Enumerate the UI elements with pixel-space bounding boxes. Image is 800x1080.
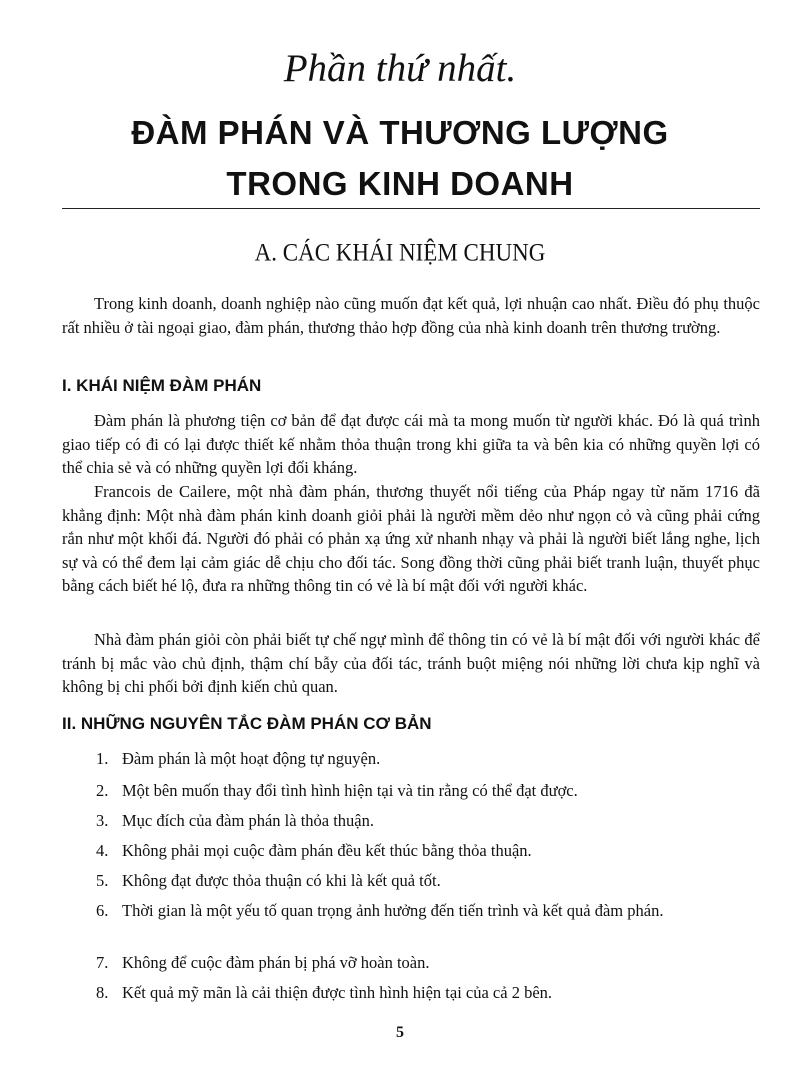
section-1-paragraph-2: Francois de Cailere, một nhà đàm phán, thương thuyết nổi tiếng của Pháp ngay từ năm 1716 đã khẳng định: Một nhà đàm phán kinh doanh giỏi phải là người mềm dẻo như ngọn cỏ và cũng phải cứng rắn như một khối đá. Người đó phải có phản xạ ứng xử nhanh nhạy và phải là người biết lắng nghe, lịch sự và có thể đem lại cảm giác dễ chịu cho đối tác. Song đồng thời cũng phải biết tranh luận, thuyết phục bằng cách biết hé lộ, đưa ra những thông tin có vẻ là bí mật đối với người khác. xyxy=(62,482,760,595)
list-item-text: Đàm phán là một hoạt động tự nguyện. xyxy=(122,749,381,768)
chapter-title-line-2: TRONG KINH DOANH xyxy=(226,165,574,202)
list-item xyxy=(62,951,760,981)
list-item xyxy=(62,779,760,809)
list-item xyxy=(62,899,760,951)
list-item xyxy=(62,869,760,899)
list-item-text: Một bên muốn thay đổi tình hình hiện tại và tin rằng có thể đạt được. xyxy=(122,781,578,800)
chapter-title-line-1: ĐÀM PHÁN VÀ THƯƠNG LƯỢNG xyxy=(131,114,669,151)
section-a-title: A. CÁC KHÁI NIỆM CHUNG xyxy=(254,238,546,266)
section-1-heading: I. KHÁI NIỆM ĐÀM PHÁN xyxy=(62,376,262,395)
list-item xyxy=(62,809,760,839)
part-label: Phần thứ nhất. xyxy=(283,47,517,90)
list-item xyxy=(62,981,760,1011)
list-item-number: 7. xyxy=(96,953,109,972)
list-item-text: Không để cuộc đàm phán bị phá vỡ hoàn toàn. xyxy=(122,953,430,972)
list-item-number: 3. xyxy=(96,811,109,830)
list-item-number: 2. xyxy=(96,781,109,800)
section-2-heading: II. NHỮNG NGUYÊN TẮC ĐÀM PHÁN CƠ BẢN xyxy=(62,714,432,733)
principles-list xyxy=(62,747,760,1011)
title-divider xyxy=(62,208,760,209)
list-item-text: Không phải mọi cuộc đàm phán đều kết thúc bằng thỏa thuận. xyxy=(122,841,532,860)
list-item xyxy=(62,747,760,779)
list-item-text: Thời gian là một yếu tố quan trọng ảnh hưởng đến tiến trình và kết quả đàm phán. xyxy=(122,901,664,920)
page-number: 5 xyxy=(396,1024,404,1041)
section-1-paragraph-3: Nhà đàm phán giỏi còn phải biết tự chế ngự mình để thông tin có vẻ là bí mật đối với người khác để tránh bị mắc vào chủ định, thậm chí bẫy của đối tác, tránh buột miệng nói những lời chưa kịp nghĩ và không bị chi phối bởi định kiến chủ quan. xyxy=(62,630,760,696)
list-item-number: 1. xyxy=(96,749,109,768)
list-item-number: 5. xyxy=(96,871,109,890)
intro-paragraph: Trong kinh doanh, doanh nghiệp nào cũng muốn đạt kết quả, lợi nhuận cao nhất. Điều đó phụ thuộc rất nhiều ở tài ngoại giao, đàm phán, thương thảo hợp đồng của nhà kinh doanh trên thương trường. xyxy=(62,294,760,337)
list-item-number: 8. xyxy=(96,983,109,1002)
list-item-text: Mục đích của đàm phán là thỏa thuận. xyxy=(122,811,375,830)
list-item xyxy=(62,839,760,869)
list-item-text: Không đạt được thỏa thuận có khi là kết quả tốt. xyxy=(122,871,441,890)
section-1-paragraph-1: Đàm phán là phương tiện cơ bản để đạt được cái mà ta mong muốn từ người khác. Đó là quá trình giao tiếp có đi có lại được thiết kế nhằm thỏa thuận trong khi giữa ta và bên kia có những quyền lợi có thể chia sẻ và có những quyền lợi đối kháng. xyxy=(62,411,760,477)
list-item-number: 6. xyxy=(96,901,109,920)
list-item-text: Kết quả mỹ mãn là cải thiện được tình hình hiện tại của cả 2 bên. xyxy=(122,983,553,1002)
list-item-number: 4. xyxy=(96,841,109,860)
